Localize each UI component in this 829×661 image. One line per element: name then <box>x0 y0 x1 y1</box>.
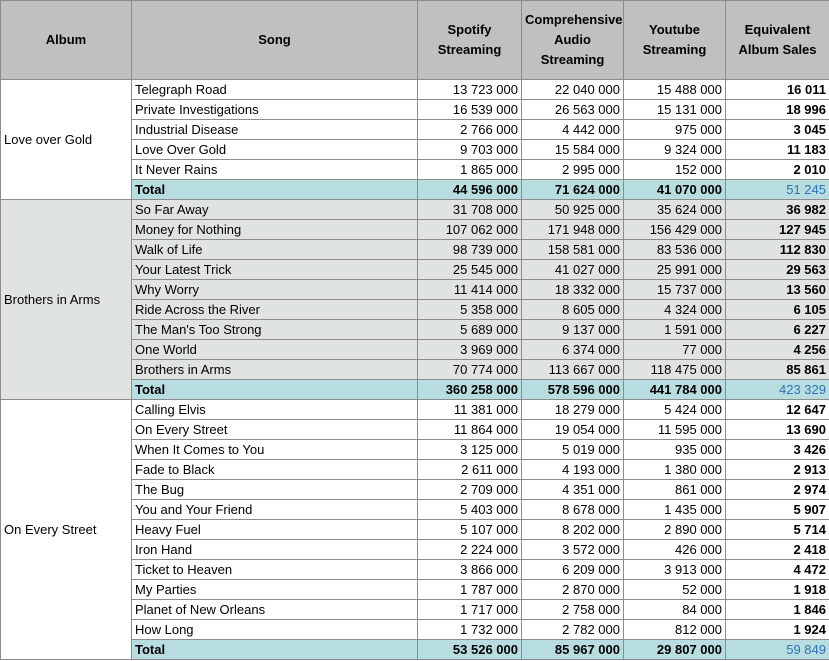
song-cell: Industrial Disease <box>132 120 418 140</box>
equivalent-sales-cell: 2 418 <box>726 540 829 560</box>
spotify-cell: 2 224 000 <box>418 540 522 560</box>
youtube-cell: 52 000 <box>624 580 726 600</box>
total-spotify-cell: 44 596 000 <box>418 180 522 200</box>
youtube-cell: 1 380 000 <box>624 460 726 480</box>
album-group <box>1 400 829 660</box>
song-cell: The Man's Too Strong <box>132 320 418 340</box>
equivalent-sales-cell: 1 846 <box>726 600 829 620</box>
total-spotify-cell: 53 526 000 <box>418 640 522 660</box>
header-song: Song <box>132 1 418 80</box>
equivalent-sales-cell: 29 563 <box>726 260 829 280</box>
audio-cell: 5 019 000 <box>522 440 624 460</box>
spotify-cell: 3 969 000 <box>418 340 522 360</box>
youtube-cell: 25 991 000 <box>624 260 726 280</box>
song-cell: My Parties <box>132 580 418 600</box>
audio-cell: 18 279 000 <box>522 400 624 420</box>
song-cell: So Far Away <box>132 200 418 220</box>
song-cell: Brothers in Arms <box>132 360 418 380</box>
youtube-cell: 426 000 <box>624 540 726 560</box>
equivalent-sales-cell: 11 183 <box>726 140 829 160</box>
audio-cell: 8 605 000 <box>522 300 624 320</box>
song-cell: When It Comes to You <box>132 440 418 460</box>
youtube-cell: 152 000 <box>624 160 726 180</box>
spotify-cell: 5 403 000 <box>418 500 522 520</box>
spotify-cell: 1 732 000 <box>418 620 522 640</box>
header-row <box>1 1 829 80</box>
equivalent-sales-cell: 85 861 <box>726 360 829 380</box>
equivalent-sales-cell: 4 472 <box>726 560 829 580</box>
audio-cell: 4 442 000 <box>522 120 624 140</box>
audio-cell: 4 193 000 <box>522 460 624 480</box>
total-equivalent-sales-cell: 51 245 <box>726 180 829 200</box>
song-cell: Ride Across the River <box>132 300 418 320</box>
total-equivalent-sales-cell: 423 329 <box>726 380 829 400</box>
total-label-cell: Total <box>132 180 418 200</box>
equivalent-sales-cell: 12 647 <box>726 400 829 420</box>
song-cell: You and Your Friend <box>132 500 418 520</box>
song-cell: Ticket to Heaven <box>132 560 418 580</box>
audio-cell: 2 995 000 <box>522 160 624 180</box>
table-row <box>1 80 829 100</box>
spotify-cell: 3 866 000 <box>418 560 522 580</box>
youtube-cell: 84 000 <box>624 600 726 620</box>
song-cell: Love Over Gold <box>132 140 418 160</box>
header-spotify-streaming: Spotify Streaming <box>418 1 522 80</box>
youtube-cell: 83 536 000 <box>624 240 726 260</box>
equivalent-sales-cell: 13 690 <box>726 420 829 440</box>
song-cell: Telegraph Road <box>132 80 418 100</box>
total-label-cell: Total <box>132 380 418 400</box>
album-name-cell: Brothers in Arms <box>1 200 132 400</box>
youtube-cell: 15 131 000 <box>624 100 726 120</box>
audio-cell: 50 925 000 <box>522 200 624 220</box>
total-spotify-cell: 360 258 000 <box>418 380 522 400</box>
audio-cell: 8 678 000 <box>522 500 624 520</box>
song-cell: Why Worry <box>132 280 418 300</box>
equivalent-sales-cell: 18 996 <box>726 100 829 120</box>
youtube-cell: 35 624 000 <box>624 200 726 220</box>
spotify-cell: 13 723 000 <box>418 80 522 100</box>
spotify-cell: 1 865 000 <box>418 160 522 180</box>
spotify-cell: 1 787 000 <box>418 580 522 600</box>
song-cell: It Never Rains <box>132 160 418 180</box>
album-name-cell: On Every Street <box>1 400 132 660</box>
spotify-cell: 5 107 000 <box>418 520 522 540</box>
youtube-cell: 812 000 <box>624 620 726 640</box>
spotify-cell: 98 739 000 <box>418 240 522 260</box>
youtube-cell: 15 737 000 <box>624 280 726 300</box>
album-group <box>1 80 829 200</box>
youtube-cell: 861 000 <box>624 480 726 500</box>
spotify-cell: 25 545 000 <box>418 260 522 280</box>
audio-cell: 158 581 000 <box>522 240 624 260</box>
equivalent-sales-cell: 1 924 <box>726 620 829 640</box>
youtube-cell: 11 595 000 <box>624 420 726 440</box>
audio-cell: 41 027 000 <box>522 260 624 280</box>
youtube-cell: 975 000 <box>624 120 726 140</box>
total-youtube-cell: 41 070 000 <box>624 180 726 200</box>
song-cell: How Long <box>132 620 418 640</box>
equivalent-sales-cell: 4 256 <box>726 340 829 360</box>
equivalent-sales-cell: 127 945 <box>726 220 829 240</box>
spotify-cell: 9 703 000 <box>418 140 522 160</box>
table-row <box>1 200 829 220</box>
audio-cell: 113 667 000 <box>522 360 624 380</box>
audio-cell: 15 584 000 <box>522 140 624 160</box>
total-equivalent-sales-cell: 59 849 <box>726 640 829 660</box>
youtube-cell: 4 324 000 <box>624 300 726 320</box>
header-youtube-streaming: Youtube Streaming <box>624 1 726 80</box>
spotify-cell: 16 539 000 <box>418 100 522 120</box>
equivalent-sales-cell: 2 913 <box>726 460 829 480</box>
total-audio-cell: 85 967 000 <box>522 640 624 660</box>
audio-cell: 2 758 000 <box>522 600 624 620</box>
table-row <box>1 400 829 420</box>
audio-cell: 3 572 000 <box>522 540 624 560</box>
audio-cell: 22 040 000 <box>522 80 624 100</box>
spotify-cell: 11 864 000 <box>418 420 522 440</box>
song-cell: One World <box>132 340 418 360</box>
audio-cell: 18 332 000 <box>522 280 624 300</box>
equivalent-sales-cell: 2 974 <box>726 480 829 500</box>
youtube-cell: 77 000 <box>624 340 726 360</box>
spotify-cell: 11 381 000 <box>418 400 522 420</box>
song-cell: Heavy Fuel <box>132 520 418 540</box>
song-cell: Walk of Life <box>132 240 418 260</box>
album-group <box>1 200 829 400</box>
equivalent-sales-cell: 5 907 <box>726 500 829 520</box>
spotify-cell: 107 062 000 <box>418 220 522 240</box>
spotify-cell: 3 125 000 <box>418 440 522 460</box>
equivalent-sales-cell: 16 011 <box>726 80 829 100</box>
audio-cell: 19 054 000 <box>522 420 624 440</box>
equivalent-sales-cell: 36 982 <box>726 200 829 220</box>
spotify-cell: 2 766 000 <box>418 120 522 140</box>
spotify-cell: 11 414 000 <box>418 280 522 300</box>
song-cell: Fade to Black <box>132 460 418 480</box>
youtube-cell: 5 424 000 <box>624 400 726 420</box>
youtube-cell: 1 435 000 <box>624 500 726 520</box>
song-cell: Iron Hand <box>132 540 418 560</box>
total-audio-cell: 578 596 000 <box>522 380 624 400</box>
spotify-cell: 31 708 000 <box>418 200 522 220</box>
youtube-cell: 2 890 000 <box>624 520 726 540</box>
total-audio-cell: 71 624 000 <box>522 180 624 200</box>
equivalent-sales-cell: 6 105 <box>726 300 829 320</box>
audio-cell: 6 209 000 <box>522 560 624 580</box>
audio-cell: 171 948 000 <box>522 220 624 240</box>
youtube-cell: 15 488 000 <box>624 80 726 100</box>
spotify-cell: 2 611 000 <box>418 460 522 480</box>
youtube-cell: 118 475 000 <box>624 360 726 380</box>
song-cell: Private Investigations <box>132 100 418 120</box>
song-cell: Planet of New Orleans <box>132 600 418 620</box>
equivalent-sales-cell: 1 918 <box>726 580 829 600</box>
song-cell: The Bug <box>132 480 418 500</box>
equivalent-sales-cell: 3 045 <box>726 120 829 140</box>
spotify-cell: 5 689 000 <box>418 320 522 340</box>
equivalent-sales-cell: 2 010 <box>726 160 829 180</box>
audio-cell: 8 202 000 <box>522 520 624 540</box>
audio-cell: 9 137 000 <box>522 320 624 340</box>
equivalent-sales-cell: 5 714 <box>726 520 829 540</box>
spotify-cell: 2 709 000 <box>418 480 522 500</box>
audio-cell: 26 563 000 <box>522 100 624 120</box>
song-cell: Calling Elvis <box>132 400 418 420</box>
youtube-cell: 156 429 000 <box>624 220 726 240</box>
equivalent-sales-cell: 13 560 <box>726 280 829 300</box>
youtube-cell: 3 913 000 <box>624 560 726 580</box>
equivalent-sales-cell: 3 426 <box>726 440 829 460</box>
audio-cell: 6 374 000 <box>522 340 624 360</box>
audio-cell: 2 870 000 <box>522 580 624 600</box>
song-cell: Your Latest Trick <box>132 260 418 280</box>
youtube-cell: 9 324 000 <box>624 140 726 160</box>
audio-cell: 2 782 000 <box>522 620 624 640</box>
total-label-cell: Total <box>132 640 418 660</box>
equivalent-sales-cell: 112 830 <box>726 240 829 260</box>
header-album: Album <box>1 1 132 80</box>
spotify-cell: 70 774 000 <box>418 360 522 380</box>
header-audio-streaming: Comprehensive Audio Streaming <box>522 1 624 80</box>
spotify-cell: 1 717 000 <box>418 600 522 620</box>
total-youtube-cell: 29 807 000 <box>624 640 726 660</box>
song-cell: Money for Nothing <box>132 220 418 240</box>
album-name-cell: Love over Gold <box>1 80 132 200</box>
total-youtube-cell: 441 784 000 <box>624 380 726 400</box>
youtube-cell: 935 000 <box>624 440 726 460</box>
song-cell: On Every Street <box>132 420 418 440</box>
youtube-cell: 1 591 000 <box>624 320 726 340</box>
header-equivalent-album-sales: Equivalent Album Sales <box>726 1 829 80</box>
equivalent-sales-cell: 6 227 <box>726 320 829 340</box>
spotify-cell: 5 358 000 <box>418 300 522 320</box>
audio-cell: 4 351 000 <box>522 480 624 500</box>
